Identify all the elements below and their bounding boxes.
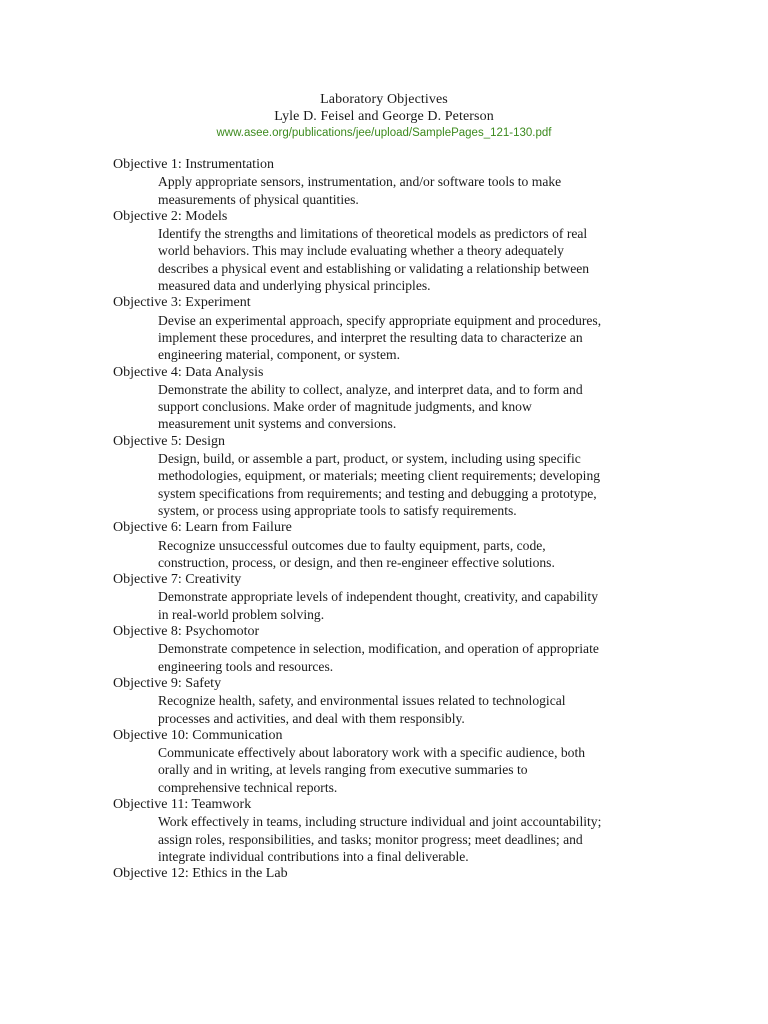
objective-description-line: Identify the strengths and limitations of theoretical models as predictors of real	[158, 226, 588, 242]
objective-description-line: world behaviors. This may include evaluating whether a theory adequately	[158, 243, 564, 259]
objective-heading: Objective 9: Safety	[113, 675, 222, 691]
objective-description-line: implement these procedures, and interpret the resulting data to characterize an	[158, 329, 583, 345]
objective-description-line: orally and in writing, at levels ranging from executive summaries to	[158, 762, 528, 778]
document-title: Laboratory Objectives	[320, 92, 448, 107]
objective-description-line: engineering material, component, or system.	[158, 347, 400, 363]
objective-description	[158, 173, 663, 208]
objective-description-line: system specifications from requirements; and testing and debugging a prototype,	[158, 485, 597, 501]
objective-description-line: Devise an experimental approach, specify appropriate equipment and procedures,	[158, 312, 602, 328]
objective-description	[158, 640, 663, 675]
objective-heading: Objective 6: Learn from Failure	[113, 520, 292, 536]
objective-description-line: measurements of physical quantities.	[158, 191, 359, 207]
objective-heading: Objective 11: Teamwork	[113, 796, 252, 812]
objective-description-line: Recognize unsuccessful outcomes due to faulty equipment, parts, code,	[158, 537, 546, 553]
objective-description	[158, 381, 663, 433]
objective-description	[158, 588, 663, 623]
objective-description-line: Design, build, or assemble a part, product, or system, including using specific	[158, 451, 581, 467]
objective-description-line: Recognize health, safety, and environmental issues related to technological	[158, 693, 566, 709]
objective-item	[113, 156, 673, 208]
objective-description	[158, 813, 663, 865]
objective-description	[158, 312, 663, 364]
objective-item	[113, 364, 673, 433]
objective-item	[113, 675, 673, 727]
objective-description-line: Work effectively in teams, including structure individual and joint accountability;	[158, 814, 602, 830]
objective-heading: Objective 3: Experiment	[113, 295, 251, 311]
objective-description	[158, 692, 663, 727]
objective-heading: Objective 2: Models	[113, 208, 228, 224]
objective-heading: Objective 5: Design	[113, 433, 225, 449]
objective-heading: Objective 12: Ethics in the Lab	[113, 866, 288, 882]
objective-description-line: processes and activities, and deal with them responsibly.	[158, 710, 465, 726]
objective-description	[158, 225, 663, 294]
document-header	[0, 91, 768, 142]
objective-description-line: describes a physical event and establishing or validating a relationship between	[158, 260, 590, 276]
objectives-list	[113, 156, 673, 882]
document-authors: Lyle D. Feisel and George D. Peterson	[274, 109, 494, 124]
objective-item	[113, 796, 673, 865]
objective-description	[158, 450, 663, 519]
objective-item	[113, 865, 673, 882]
objective-item	[113, 623, 673, 675]
objective-heading: Objective 7: Creativity	[113, 572, 242, 588]
objective-description-line: in real-world problem solving.	[158, 606, 325, 622]
source-url-link[interactable]: www.asee.org/publications/jee/upload/SamplePages_121-130.pdf	[216, 127, 552, 139]
objective-item	[113, 294, 673, 363]
objective-description-line: integrate individual contributions into a final deliverable.	[158, 848, 469, 864]
objective-heading: Objective 4: Data Analysis	[113, 364, 264, 380]
objective-description-line: measurement unit systems and conversions.	[158, 416, 397, 432]
objective-item	[113, 519, 673, 571]
objective-description-line: comprehensive technical reports.	[158, 779, 338, 795]
objective-description-line: Demonstrate appropriate levels of independent thought, creativity, and capability	[158, 589, 599, 605]
objective-description-line: measured data and underlying physical principles.	[158, 278, 431, 294]
objective-description	[158, 537, 663, 572]
objective-description-line: methodologies, equipment, or materials; meeting client requirements; developing	[158, 468, 601, 484]
objective-heading: Objective 10: Communication	[113, 727, 283, 743]
objective-heading: Objective 1: Instrumentation	[113, 157, 274, 172]
objective-heading: Objective 8: Psychomotor	[113, 624, 260, 640]
objective-description-line: Apply appropriate sensors, instrumentation, and/or software tools to make	[158, 174, 562, 190]
objective-description-line: Demonstrate the ability to collect, analyze, and interpret data, and to form and	[158, 381, 583, 397]
objective-description-line: engineering tools and resources.	[158, 658, 334, 674]
objective-description-line: support conclusions. Make order of magnitude judgments, and know	[158, 399, 532, 415]
objective-item	[113, 571, 673, 623]
objective-description-line: system, or process using appropriate tools to satisfy requirements.	[158, 502, 517, 518]
objective-description	[158, 744, 663, 796]
objective-item	[113, 727, 673, 796]
objective-description-line: assign roles, responsibilities, and tasks; monitor progress; meet deadlines; and	[158, 831, 583, 847]
objective-description-line: Communicate effectively about laboratory work with a specific audience, both	[158, 745, 586, 761]
objective-description-line: Demonstrate competence in selection, modification, and operation of appropriate	[158, 641, 599, 657]
objective-description-line: construction, process, or design, and then re-engineer effective solutions.	[158, 554, 555, 570]
objective-item	[113, 208, 673, 294]
objective-item	[113, 433, 673, 519]
